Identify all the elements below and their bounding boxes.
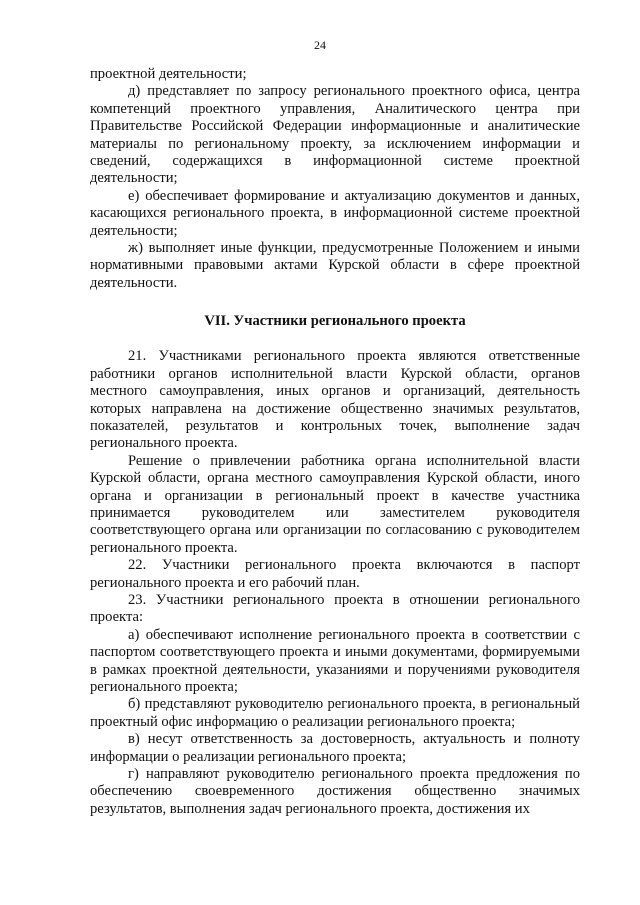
paragraph-23-a: а) обеспечивают исполнение регионального проекта в соответствии с паспортом соответствующего проекта и иными документами, формируемыми в рамках проектной деятельности, указаниями и поручениями руководителя регионального проекта;	[90, 626, 580, 695]
paragraph-23-v: в) несут ответственность за достоверность, актуальность и полноту информации о реализации регионального проекта;	[90, 731, 580, 765]
paragraph-23-b: б) представляют руководителю регионального проекта, в региональный проектный офис информацию о реализации регионального проекта;	[90, 696, 580, 730]
paragraph-continuation: проектной деятельности;	[90, 66, 247, 82]
page-number: 24	[314, 38, 326, 52]
paragraph-item-d: д) представляет по запросу регионального проектного офиса, центра компетенций проектного управления, Аналитического центра при Правительстве Российской Федерации информационные и аналитические материалы по региональному проекту, за исключением информации и сведений, содержащихся в информационной системе проектной деятельности;	[90, 83, 580, 187]
paragraph-23-g: г) направляют руководителю регионального проекта предложения по обеспечению своевременного достижения общественно значимых результатов, выполнения задач регионального проекта, достижения их	[90, 766, 580, 817]
paragraph-21: 21. Участниками регионального проекта являются ответственные работники органов исполнительной власти Курской области, органов местного самоуправления, иных органов и организаций, деятельность которых направлена на достижение общественно значимых результатов, показателей, результатов и контрольных точек, выполнение задач регионального проекта.	[90, 348, 580, 452]
document-body	[90, 66, 580, 818]
paragraph-item-e: е) обеспечивает формирование и актуализацию документов и данных, касающихся регионального проекта, в информационной системе проектной деятельности;	[90, 187, 580, 239]
paragraph-item-zh: ж) выполняет иные функции, предусмотренные Положением и иными нормативными правовыми актами Курской области в сфере проектной деятельности.	[90, 240, 580, 291]
section-heading: VII. Участники регионального проекта	[204, 313, 466, 330]
paragraph-22: 22. Участники регионального проекта включаются в паспорт регионального проекта и его рабочий план.	[90, 557, 580, 591]
paragraph-21-decision: Решение о привлечении работника органа исполнительной власти Курской области, органа местного самоуправления Курской области, иного органа и организации в региональный проект в качестве участника принимается руководителем или заместителем руководителя соответствующего органа или организации по согласованию с руководителем регионального проекта.	[90, 452, 580, 556]
paragraph-23: 23. Участники регионального проекта в отношении регионального проекта:	[90, 591, 580, 626]
